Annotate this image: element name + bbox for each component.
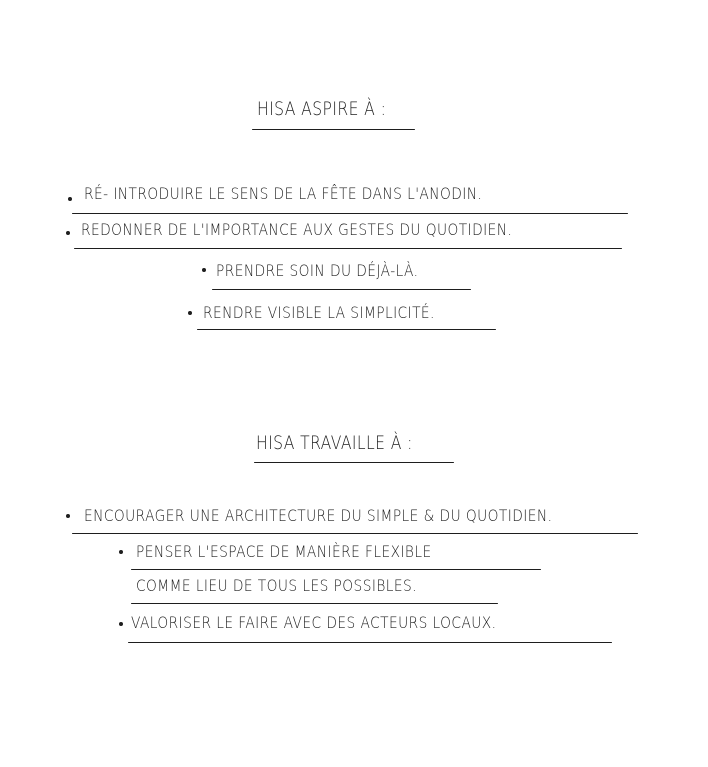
list-item: VALORISER LE FAIRE AVEC DES ACTEURS LOCAUX. [131, 613, 497, 632]
list-item: REDONNER DE L'IMPORTANCE AUX GESTES DU QUOTIDIEN. [81, 220, 513, 239]
list-item: RÉ- INTRODUIRE LE SENS DE LA FÊTE DANS L'ANODIN. [84, 184, 483, 203]
item-underline [74, 248, 622, 249]
bullet-point [202, 268, 206, 272]
list-item: ENCOURAGER UNE ARCHITECTURE DU SIMPLE & DU QUOTIDIEN. [84, 506, 553, 525]
bullet-point [66, 514, 70, 518]
section-2-title-underline [254, 462, 454, 463]
item-underline [197, 329, 496, 330]
list-item: PENSER L'ESPACE DE MANIÈRE FLEXIBLE [136, 542, 432, 561]
item-underline [72, 213, 628, 214]
item-underline [212, 289, 471, 290]
item-underline [131, 603, 498, 604]
item-underline [72, 533, 638, 534]
bullet-point [119, 622, 123, 626]
list-item-continuation: COMME LIEU DE TOUS LES POSSIBLES. [136, 576, 417, 595]
item-underline [131, 569, 541, 570]
bullet-point [188, 311, 192, 315]
list-item: PRENDRE SOIN DU DÉJÀ-LÀ. [216, 261, 419, 280]
section-1-title-underline [252, 129, 415, 130]
bullet-point [68, 197, 72, 201]
item-underline [128, 642, 612, 643]
list-item: RENDRE VISIBLE LA SIMPLICITÉ. [203, 303, 435, 322]
bullet-point [119, 550, 123, 554]
bullet-point [66, 231, 70, 235]
section-1-title: HISA ASPIRE À : [257, 98, 387, 120]
section-2-title: HISA TRAVAILLE À : [256, 432, 413, 454]
